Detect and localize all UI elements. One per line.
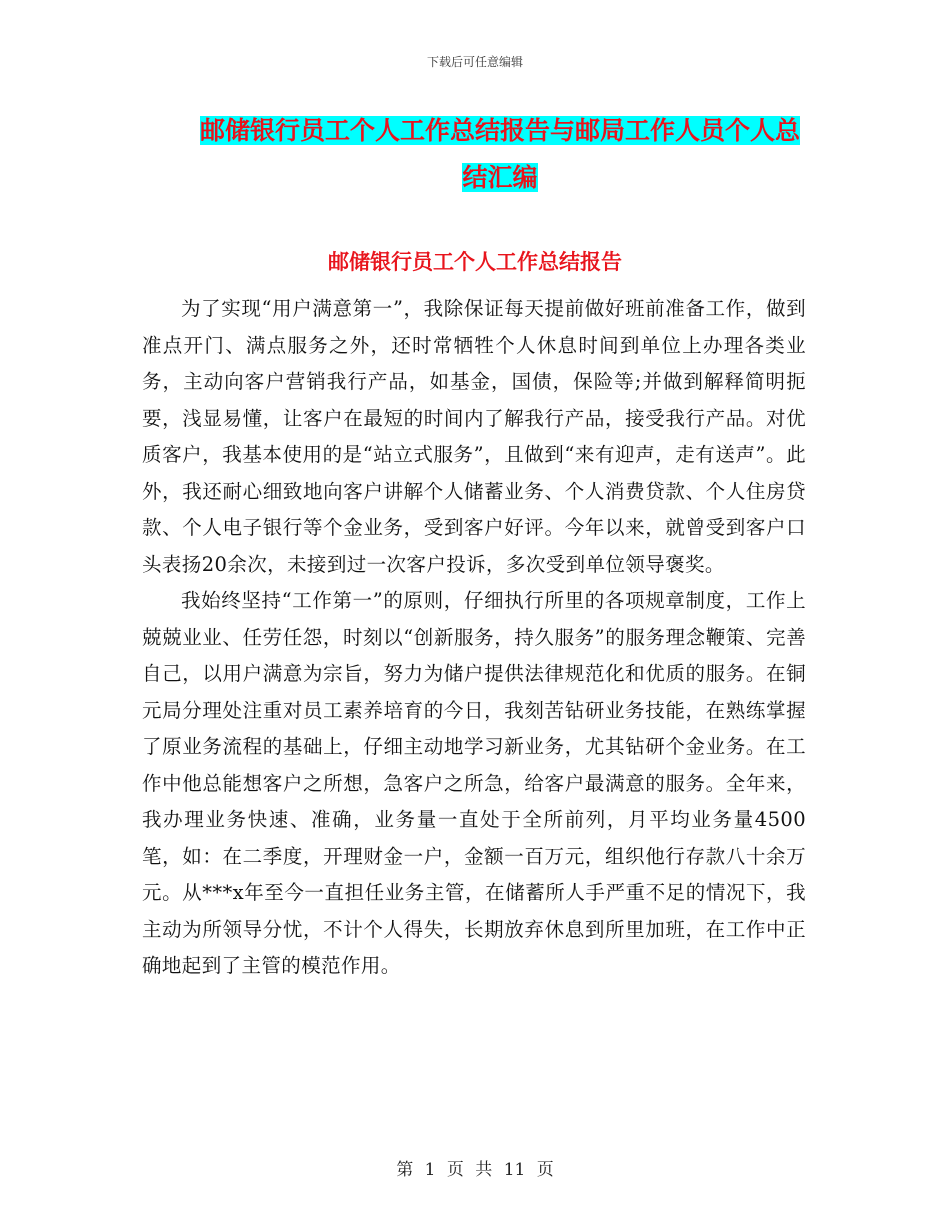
paragraph-2: 我始终坚持“工作第一”的原则，仔细执行所里的各项规章制度，工作上兢兢业业、任劳任怨，时刻以“创新服务，持久服务”的服务理念鞭策、完善自己，以用户满意为宗旨，努力为储户提供法律规范化和优质的服务。在铜元局分理处注重对员工素养培育的今日，我刻苦钻研业务技能，在熟练掌握了原业务流程的基础上，仔细主动地学习新业务，尤其钻研个金业务。在工作中他总能想客户之所想，急客户之所急，给客户最满意的服务。全年来，我办理业务快速、准确，业务量一直处于全所前列，月平均业务量4500笔，如：在二季度，开理财金一户，金额一百万元，组织他行存款八十余万元。从***x年至今一直担任业务主管，在储蓄所人手严重不足的情况下，我主动为所领导分忧，不计个人得失，长期放弃休息到所里加班，在工作中正确地起到了主管的模范作用。 (142, 589, 806, 977)
page-number-footer: 第 1 页 共 11 页 (396, 1160, 554, 1180)
document-title (190, 107, 810, 201)
header-note: 下载后可任意编辑 (426, 55, 523, 69)
document-title-highlight: 邮储银行员工个人工作总结报告与邮局工作人员个人总结汇编 (199, 116, 800, 192)
paragraph-1: 为了实现“用户满意第一”，我除保证每天提前做好班前准备工作，做到准点开门、满点服务之外，还时常牺牲个人休息时间到单位上办理各类业务，主动向客户营销我行产品，如基金，国债，保险等;并做到解释简明扼要，浅显易懂，让客户在最短的时间内了解我行产品，接受我行产品。对优质客户，我基本使用的是“站立式服务”，且做到“来有迎声，走有送声”。此外，我还耐心细致地向客户讲解个人储蓄业务、个人消费贷款、个人住房贷款、个人电子银行等个金业务，受到客户好评。今年以来，就曾受到客户口头表扬20余次，未接到过一次客户投诉，多次受到单位领导褒奖。 (142, 297, 806, 576)
document-body (142, 291, 806, 985)
section-title: 邮储银行员工个人工作总结报告 (328, 250, 622, 274)
